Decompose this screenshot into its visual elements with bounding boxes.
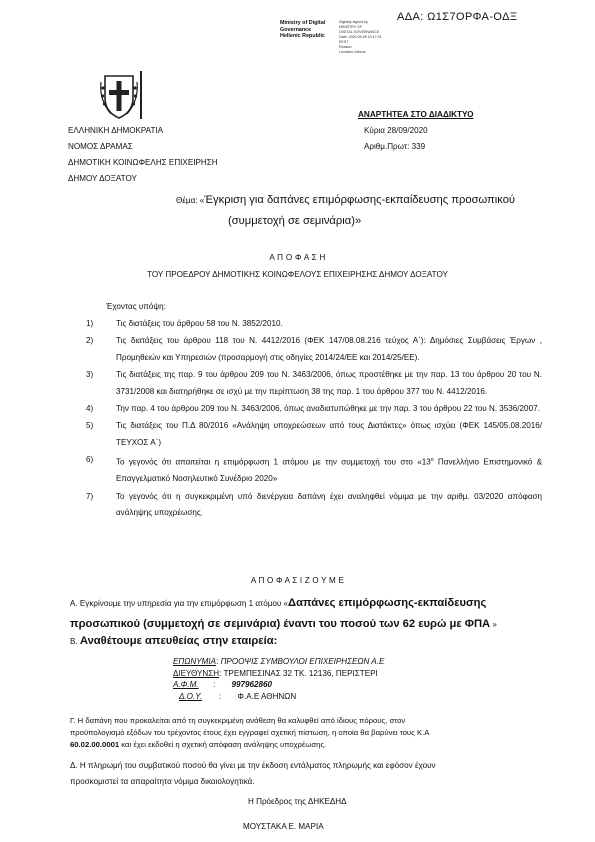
document-date: Κύρια 28/09/2020 <box>364 126 428 135</box>
stamp-detail: MINISTRY OF <box>339 25 363 29</box>
company-label: ΕΠΩΝΥΜΙΑ <box>173 657 217 666</box>
issuer-line: ΔΗΜΟΥ ΔΟΞΑΤΟΥ <box>68 174 137 183</box>
stamp-line: Ministry of Digital <box>280 20 326 26</box>
subject-label: Θέμα: « <box>176 196 205 205</box>
company-row <box>173 656 384 668</box>
stamp-detail: Location: Athens <box>339 50 366 54</box>
company-row <box>173 679 384 691</box>
list-item-text: Το γεγονός ότι η συγκεκριμένη υπό διενέργεια δαπάνη έχει αναληφθεί νόμιμα με την αριθμ. 03/2020 απόφαση ανάληψης υποχρέωσης. <box>116 491 542 518</box>
considering-heading: Έχοντας υπόψη: <box>106 302 166 311</box>
stamp-detail: DIGITAL GOVERNANCE <box>339 30 380 34</box>
decision-subtitle: ΤΟΥ ΠΡΟΕΔΡΟΥ ΔΗΜΟΤΙΚΗΣ ΚΟΙΝΩΦΕΛΟΥΣ ΕΠΙΧΕΙΡΗΣΗΣ ΔΗΜΟΥ ΔΟΞΑΤΟΥ <box>147 270 448 279</box>
signatory-role: Η Πρόεδρος της ΔΗΚΕΔΗΔ <box>248 797 347 806</box>
list-item-number: 3) <box>86 370 94 380</box>
list-item-number: 4) <box>86 404 94 414</box>
point-b-text: Β. <box>70 637 80 646</box>
emblem-divider <box>140 71 142 119</box>
point-a-text: Α. Εγκρίνουμε την υπηρεσία για την επιμόρφωση 1 ατόμου « <box>70 599 289 608</box>
we-decide-heading: Α Π Ο Φ Α Σ Ι Ζ Ο Υ Μ Ε <box>250 576 345 585</box>
subject-line: Έγκριση για δαπάνες επιμόρφωσης-εκπαίδευσης προσωπικού <box>204 194 516 206</box>
stamp-line: Hellenic Republic <box>280 33 325 40</box>
point-d-line: Δ. Η πληρωμή του συμβατικού ποσού θα γίνει με την έκδοση εντάλματος πληρωμής και εφόσον έχουν <box>70 761 436 770</box>
list-item-text: Τις διατάξεις του άρθρου 58 του Ν. 3852/2010. <box>116 319 283 328</box>
list-item <box>86 316 542 332</box>
point-a-text: » <box>490 620 497 629</box>
point-g-line: και έχει εκδοθεί η σχετική απόφαση ανάληψης υποχρέωσης. <box>119 740 327 749</box>
considerations-list <box>86 316 542 523</box>
stamp-detail: EEST <box>339 40 349 44</box>
point-d-line: προσκομιστεί τα απαραίτητα νόμιμα δικαιολογητικά. <box>70 777 255 786</box>
company-value: ΠΡΟΟΨΙΣ ΣΥΜΒΟΥΛΟΙ ΕΠΙΧΕΙΡΗΣΕΩΝ Α.Ε <box>220 657 385 666</box>
company-row <box>173 668 384 680</box>
list-item <box>86 452 542 488</box>
signature-stamp-details <box>339 20 382 55</box>
list-item-text-part: Το γεγονός ότι απαιτείται η επιμόρφωση 1 ατόμου με την συμμετοχή του στο «13 <box>116 457 431 467</box>
issuer-block <box>68 123 218 187</box>
list-item-text: Τις διατάξεις του Π.Δ 80/2016 «Ανάληψη υποχρεώσεων από τους Διατάκτες» όπως ισχύει (ΦΕΚ 145/05.08.2016/ΤΕΥΧΟΣ Α΄) <box>116 421 542 447</box>
point-d <box>70 758 550 790</box>
company-row <box>173 691 384 703</box>
list-item-number: 5) <box>86 421 94 431</box>
company-label: ΔΙΕΥΘΥΝΣΗ <box>173 668 220 678</box>
date-protocol-block <box>364 123 428 155</box>
superscript: ο <box>430 457 434 464</box>
list-item-text-part: Πανελλήνιο Επιστημονικό & Επαγγελματικό Νοσηλευτικό Συνέδριο 2020» <box>116 457 542 484</box>
list-item <box>86 401 542 417</box>
company-label: Δ.Ο.Υ. <box>179 691 203 701</box>
company-value: Φ.Α.Ε ΑΘΗΝΩΝ <box>237 691 297 701</box>
company-sep: : <box>216 657 219 666</box>
posting-notice: ΑΝΑΡΤΗΤΕΑ ΣΤΟ ΔΙΑΔΙΚΤΥΟ <box>358 110 474 119</box>
point-g-line: προϋπολογισμό εξόδων του τρέχοντος έτους έχει εγγραφεί σχετική πίστωση, η οποία θα βαρύνει τους Κ.Α <box>70 728 430 737</box>
signatory-name: ΜΟΥΣΤΑΚΑ Ε. ΜΑΡΙΑ <box>243 822 324 831</box>
list-item-text: Την παρ. 4 του άρθρου 209 του Ν. 3463/2006, όπως αναδιατυπώθηκε με την παρ. 3 του άρθρου 22 του Ν. 3536/2007. <box>116 404 540 414</box>
budget-code: 60.02.00.0001 <box>70 740 120 749</box>
company-value: 997962860 <box>231 680 273 689</box>
issuer-line: ΝΟΜΟΣ ΔΡΑΜΑΣ <box>68 142 133 151</box>
company-sep: : <box>219 668 222 678</box>
subject-line: (συμμετοχή σε σεμινάρια)» <box>228 215 362 227</box>
company-sep: : <box>213 680 216 689</box>
stamp-detail: Date: 2020.09.28 10:17:31 <box>339 35 382 39</box>
stamp-detail: Digitally signed by <box>339 20 368 24</box>
stamp-detail: Reason: <box>339 45 353 49</box>
list-item <box>86 367 542 400</box>
list-item <box>86 418 542 451</box>
subject <box>176 190 536 231</box>
list-item <box>86 489 542 522</box>
company-value: ΤΡΕΜΠΕΣΙΝΑΣ 32 ΤΚ. 12136, ΠΕΡΙΣΤΕΡΙ <box>223 668 378 678</box>
greek-emblem-icon <box>99 72 139 120</box>
point-b <box>70 632 277 650</box>
company-label: Α.Φ.Μ. <box>173 680 199 689</box>
list-item <box>86 333 542 366</box>
decision-title: Α Π Ο Φ Α Σ Η <box>269 253 326 262</box>
list-item-number: 2) <box>86 336 94 346</box>
list-item-text: Τις διατάξεις του άρθρου 118 του Ν. 4412/2016 (ΦΕΚ 147/08.08.216 τεύχος Α΄): Δημόσιες Συμβάσεις Έργων , Προμηθειών και Υπηρεσιών (προσαρμογή στις οδηγίες 2014/24/ΕΕ και 2014/25/ΕΕ). <box>116 336 542 362</box>
stamp-line: Governance <box>280 26 312 33</box>
list-item-number: 6) <box>86 455 94 465</box>
point-b-bold: Αναθέτουμε απευθείας στην εταιρεία: <box>79 635 278 647</box>
signature-stamp <box>280 20 325 40</box>
list-item-number: 1) <box>86 319 94 328</box>
ada-code: ΑΔΑ: Ω1Σ7ΟΡΦΑ-ΟΔΞ <box>397 11 518 23</box>
point-a-bold: Δαπάνες επιμόρφωσης-εκπαίδευσης <box>288 597 487 609</box>
list-item-text: Τις διατάξεις της παρ. 9 του άρθρου 209 του Ν. 3463/2006, όπως προστέθηκε με την παρ. 13 του άρθρου 20 του Ν. 3731/2008 και διατηρήθηκε σε ισχύ με την περίπτωση 38 της παρ. 1 του άρθρου 377 του Ν. 4412/2016. <box>116 370 542 396</box>
point-g <box>70 715 550 751</box>
company-details <box>173 656 384 702</box>
list-item-number: 7) <box>86 491 94 501</box>
point-a-bold: προσωπικού (συμμετοχή σε σεμινάρια) έναντι του ποσού των 62 ευρώ με ΦΠΑ <box>70 618 491 630</box>
protocol-number: Αριθμ.Πρωτ: 339 <box>364 142 426 151</box>
issuer-line: ΔΗΜΟΤΙΚΗ ΚΟΙΝΩΦΕΛΗΣ ΕΠΙΧΕΙΡΗΣΗ <box>68 158 218 167</box>
point-g-line: Γ. Η δαπάνη που προκαλείται από τη συγκεκριμένη ανάθεση θα καλυφθεί από ίδιους πόρους, στον <box>70 716 406 725</box>
point-a <box>70 592 540 634</box>
issuer-line: ΕΛΛΗΝΙΚΗ ΔΗΜΟΚΡΑΤΙΑ <box>68 126 164 135</box>
company-sep: : <box>219 691 222 701</box>
list-item-text <box>116 452 542 488</box>
